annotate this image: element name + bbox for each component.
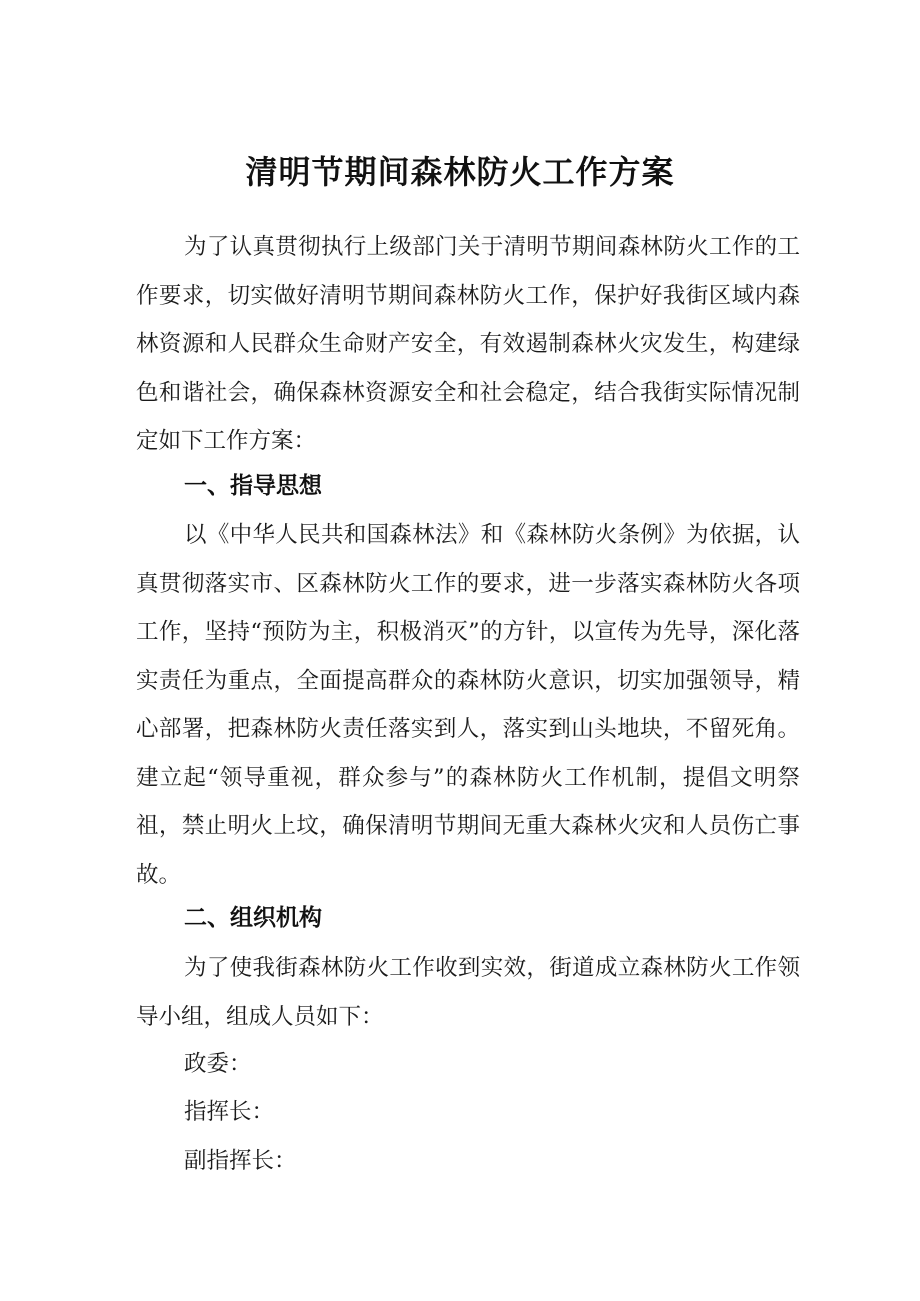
section-body-organization: 为了使我街森林防火工作收到实效，街道成立森林防火工作领导小组，组成人员如下： <box>136 955 800 1030</box>
document-title: 清明节期间森林防火工作方案 <box>245 153 675 191</box>
member-line-deputy-commander: 副指挥长： <box>184 1148 297 1174</box>
member-line-commander: 指挥长： <box>184 1099 275 1125</box>
section-heading-guiding-ideology: 一、指导思想 <box>184 473 322 499</box>
section-heading-organization: 二、组织机构 <box>184 905 322 931</box>
member-line-political-commissar: 政委： <box>184 1051 252 1077</box>
section-body-guiding-ideology: 以《中华人民共和国森林法》和《森林防火条例》为依据，认真贯彻落实市、区森林防火工作的要求，进一步落实森林防火各项工作，坚持“预防为主，积极消灭”的方针，以宣传为先导，深化落实责任为重点，全面提高群众的森林防火意识，切实加强领导，精心部署，把森林防火责任落实到人，落实到山头地块，不留死角。建立起“领导重视，群众参与”的森林防火工作机制，提倡文明祭祖，禁止明火上坟，确保清明节期间无重大森林火灾和人员伤亡事故。 <box>136 522 800 888</box>
intro-paragraph: 为了认真贯彻执行上级部门关于清明节期间森林防火工作的工作要求，切实做好清明节期间森林防火工作，保护好我街区域内森林资源和人民群众生命财产安全，有效遏制森林火灾发生，构建绿色和谐社会，确保森林资源安全和社会稳定，结合我街实际情况制定如下工作方案： <box>136 234 800 454</box>
